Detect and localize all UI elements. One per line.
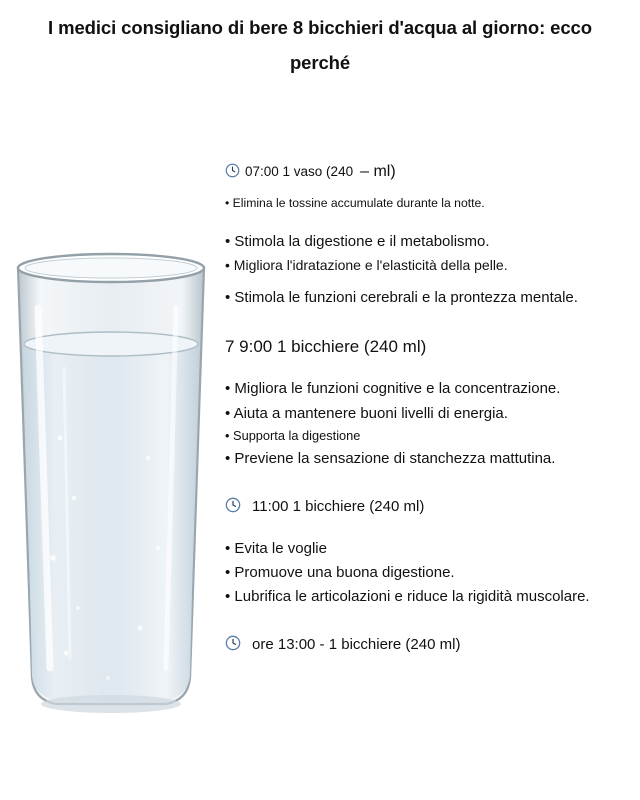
section-0700-heading-text: 07:00 1 vaso (240 xyxy=(245,164,354,179)
bullet: • Promuove una buona digestione. xyxy=(225,563,455,581)
bullet: • Migliora l'idratazione e l'elasticità della pelle. xyxy=(225,256,508,273)
section-1300 xyxy=(225,633,633,657)
bullet: • Aiuta a mantenere buoni livelli di energia. xyxy=(225,404,508,422)
section-0900 xyxy=(225,334,633,469)
section-0900-heading xyxy=(225,334,633,360)
bullet: • Migliora le funzioni cognitive e la concentrazione. xyxy=(225,380,561,398)
schedule-list xyxy=(225,160,633,659)
clock-icon xyxy=(225,163,240,184)
bullet: • Elimina le tossine accumulate durante la notte. xyxy=(225,196,485,210)
water-glass-illustration xyxy=(8,248,216,796)
bullet: • Evita le voglie xyxy=(225,539,327,557)
page-title: I medici consigliano di bere 8 bicchieri d'acqua al giorno: ecco perché xyxy=(48,17,592,74)
bullet: • Stimola la digestione e il metabolismo. xyxy=(225,233,490,251)
section-1300-heading-text: ore 13:00 - 1 bicchiere (240 ml) xyxy=(252,636,461,654)
bullet: • Previene la sensazione di stanchezza mattutina. xyxy=(225,449,556,467)
section-0900-heading-text: 7 9:00 1 bicchiere (240 ml) xyxy=(225,336,427,356)
bullet: • Lubrifica le articolazioni e riduce la rigidità muscolare. xyxy=(225,588,590,606)
section-0700-heading xyxy=(225,160,633,184)
clock-icon xyxy=(225,635,241,659)
bullet: • Stimola le funzioni cerebrali e la prontezza mentale. xyxy=(225,288,578,306)
section-0700 xyxy=(225,160,633,308)
section-1100-heading xyxy=(225,495,633,519)
section-1300-heading xyxy=(225,633,633,657)
section-0700-heading-suffix: – ml) xyxy=(360,163,396,180)
section-1100-heading-text: 11:00 1 bicchiere (240 ml) xyxy=(252,498,425,516)
section-1100 xyxy=(225,495,633,607)
bullet: • Supporta la digestione xyxy=(225,427,361,443)
clock-icon xyxy=(225,497,241,521)
